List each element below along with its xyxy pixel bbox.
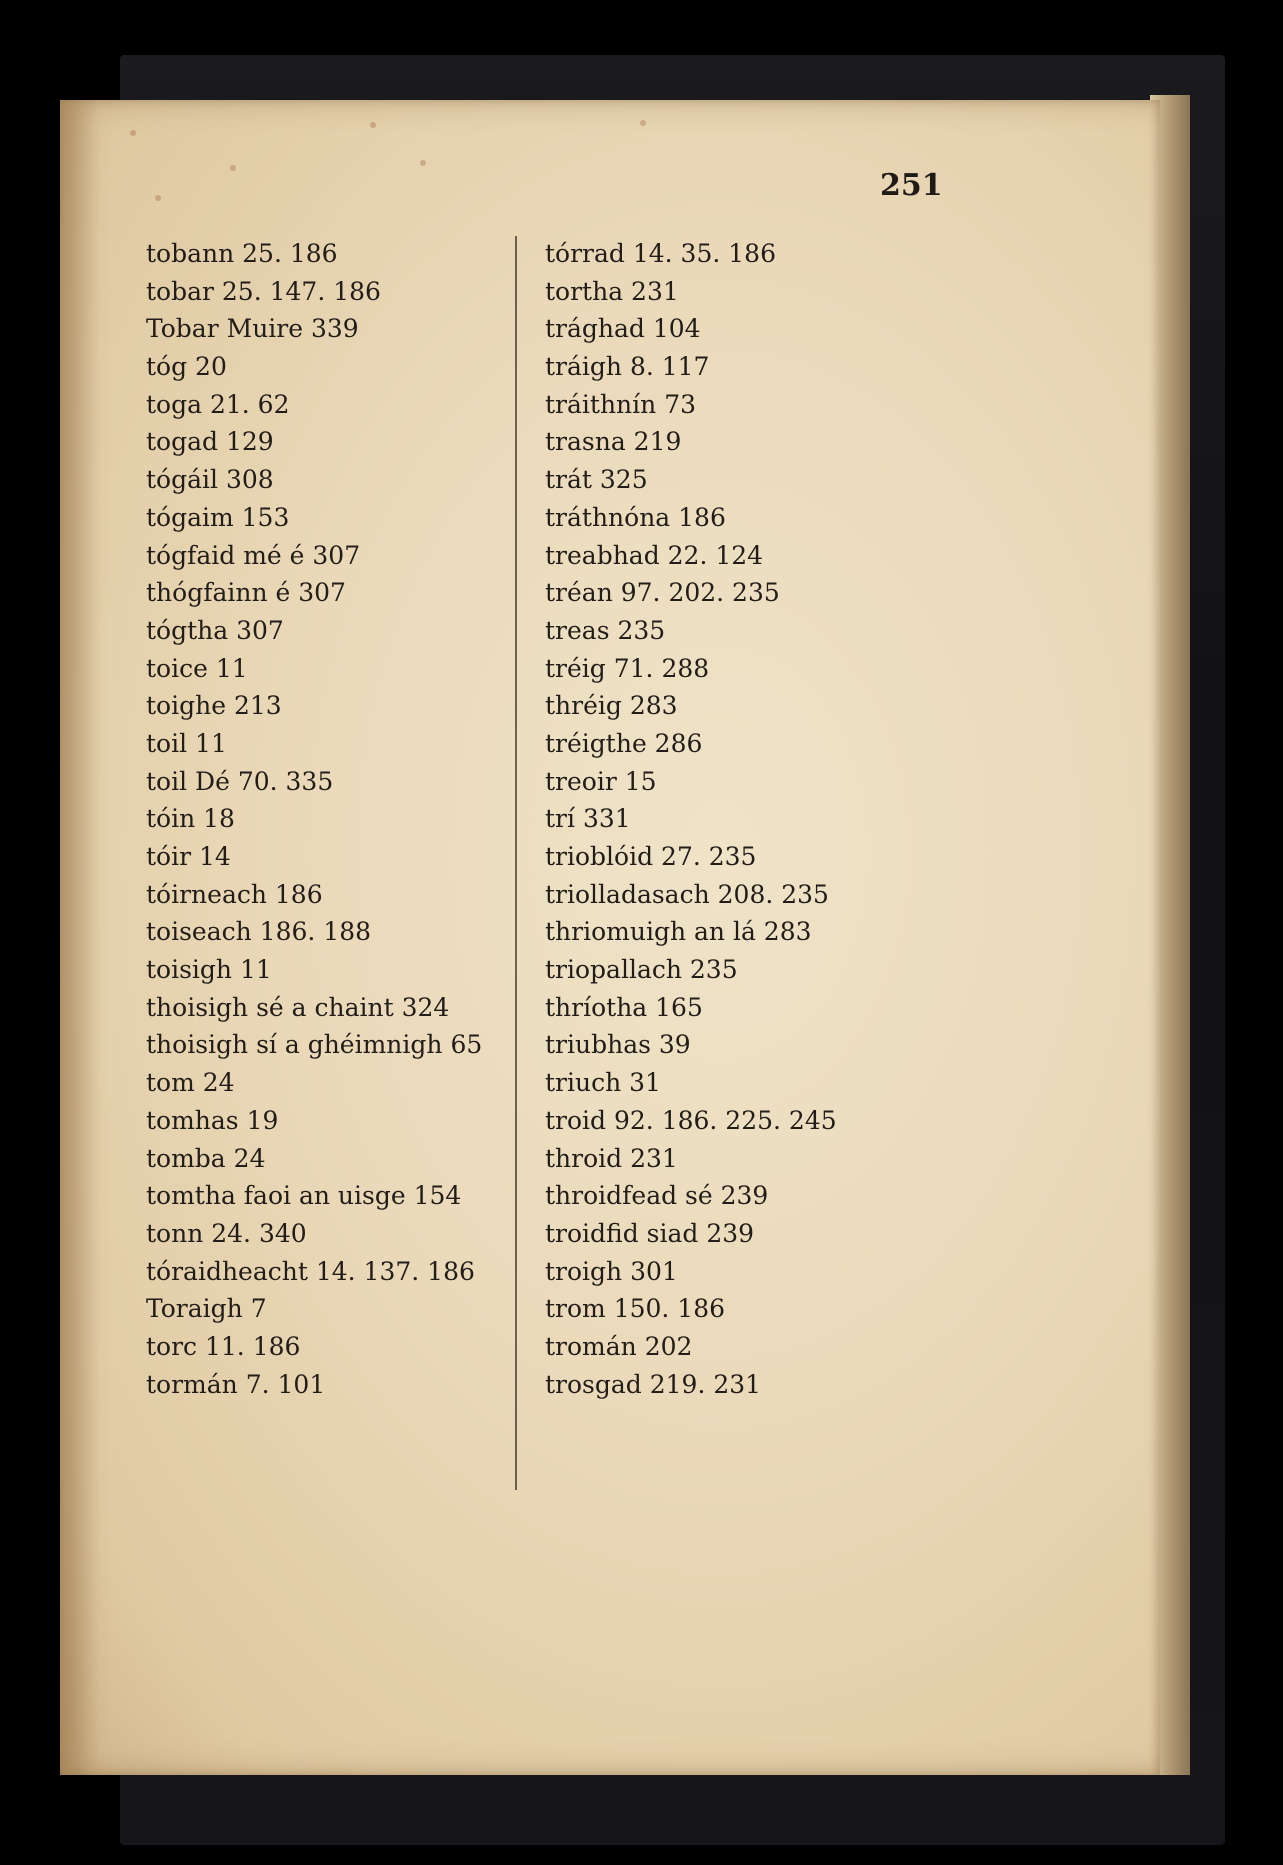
paper-spot [230, 165, 236, 171]
index-entry: tóirneach 186 [146, 879, 323, 909]
paper-spot [640, 120, 646, 126]
index-entry: tóin 18 [146, 804, 235, 834]
index-entry: trí 331 [545, 804, 631, 834]
index-entry: toiseach 186. 188 [146, 917, 371, 947]
index-entry: tógáil 308 [146, 465, 274, 495]
index-entry: troid 92. 186. 225. 245 [545, 1105, 837, 1135]
index-entry: tomhas 19 [146, 1105, 279, 1135]
index-entry: Toraigh 7 [146, 1294, 267, 1324]
index-entry: tórrad 14. 35. 186 [545, 239, 776, 268]
index-entry: togad 129 [146, 427, 274, 457]
index-entry: trioblóid 27. 235 [545, 842, 757, 871]
index-entry: tóraidheacht 14. 137. 186 [146, 1256, 475, 1286]
index-entry: tomtha faoi an uisge 154 [146, 1181, 462, 1211]
index-entry: tobann 25. 186 [146, 239, 338, 268]
paper-spot [155, 195, 161, 201]
index-entry: tonn 24. 340 [146, 1218, 307, 1248]
index-entry: throidfead sé 239 [545, 1181, 769, 1211]
index-entry: toisigh 11 [146, 955, 272, 985]
column-divider [515, 236, 517, 1490]
index-entry: tomba 24 [146, 1143, 266, 1173]
index-entry: tóg 20 [146, 352, 227, 382]
index-entry: triuch 31 [545, 1068, 661, 1098]
index-entry: tráithnín 73 [545, 389, 697, 419]
index-entry: tráigh 8. 117 [545, 352, 710, 382]
index-entry: thógfainn é 307 [146, 578, 346, 608]
index-entry: tréan 97. 202. 235 [545, 578, 780, 608]
index-entry: triopallach 235 [545, 955, 738, 985]
index-entry: tromán 202 [545, 1331, 693, 1361]
index-entry: toil Dé 70. 335 [146, 766, 334, 796]
index-column-right [545, 235, 837, 1403]
gutter-shadow [60, 100, 100, 1775]
index-entry: thriomuigh an lá 283 [545, 917, 812, 947]
index-entry: toil 11 [146, 728, 227, 758]
index-entry: tobar 25. 147. 186 [146, 276, 381, 306]
index-entry: trasna 219 [545, 427, 682, 457]
index-entry: treabhad 22. 124 [545, 540, 764, 570]
index-entry: tréigthe 286 [545, 728, 703, 758]
index-entry: thréig 283 [545, 691, 678, 721]
index-entry: torc 11. 186 [146, 1331, 301, 1361]
index-entry: tráthnóna 186 [545, 502, 726, 532]
index-entry: tom 24 [146, 1068, 235, 1098]
index-entry: tógtha 307 [146, 615, 284, 645]
paper-spot [370, 122, 376, 128]
index-entry: tógaim 153 [146, 502, 290, 532]
index-entry: toighe 213 [146, 691, 282, 721]
paper-spot [420, 160, 426, 166]
index-entry: treas 235 [545, 615, 666, 645]
index-entry: tormán 7. 101 [146, 1369, 326, 1399]
index-column-left [146, 235, 482, 1403]
index-entry: treoir 15 [545, 766, 657, 796]
index-entry: Tobar Muire 339 [146, 314, 359, 344]
index-entry: tortha 231 [545, 276, 679, 306]
index-entry: triubhas 39 [545, 1030, 691, 1060]
index-entry: thoisigh sé a chaint 324 [146, 992, 450, 1022]
index-entry: troidfid siad 239 [545, 1218, 755, 1248]
index-entry: thríotha 165 [545, 992, 703, 1022]
index-entry: tóir 14 [146, 842, 231, 871]
index-entry: toga 21. 62 [146, 389, 290, 419]
index-entry: tógfaid mé é 307 [146, 540, 361, 570]
index-entry: trághad 104 [545, 314, 701, 344]
index-entry: thoisigh sí a ghéimnigh 65 [146, 1030, 483, 1060]
page-number: 251 [880, 168, 943, 203]
index-entry: toice 11 [146, 653, 248, 683]
index-entry: trát 325 [545, 465, 648, 495]
index-entry: trosgad 219. 231 [545, 1369, 762, 1399]
index-entry: triolladasach 208. 235 [545, 879, 829, 909]
index-entry: throid 231 [545, 1143, 678, 1173]
paper-spot [130, 130, 136, 136]
index-entry: tréig 71. 288 [545, 653, 710, 683]
index-entry: trom 150. 186 [545, 1294, 726, 1324]
index-entry: troigh 301 [545, 1256, 678, 1286]
